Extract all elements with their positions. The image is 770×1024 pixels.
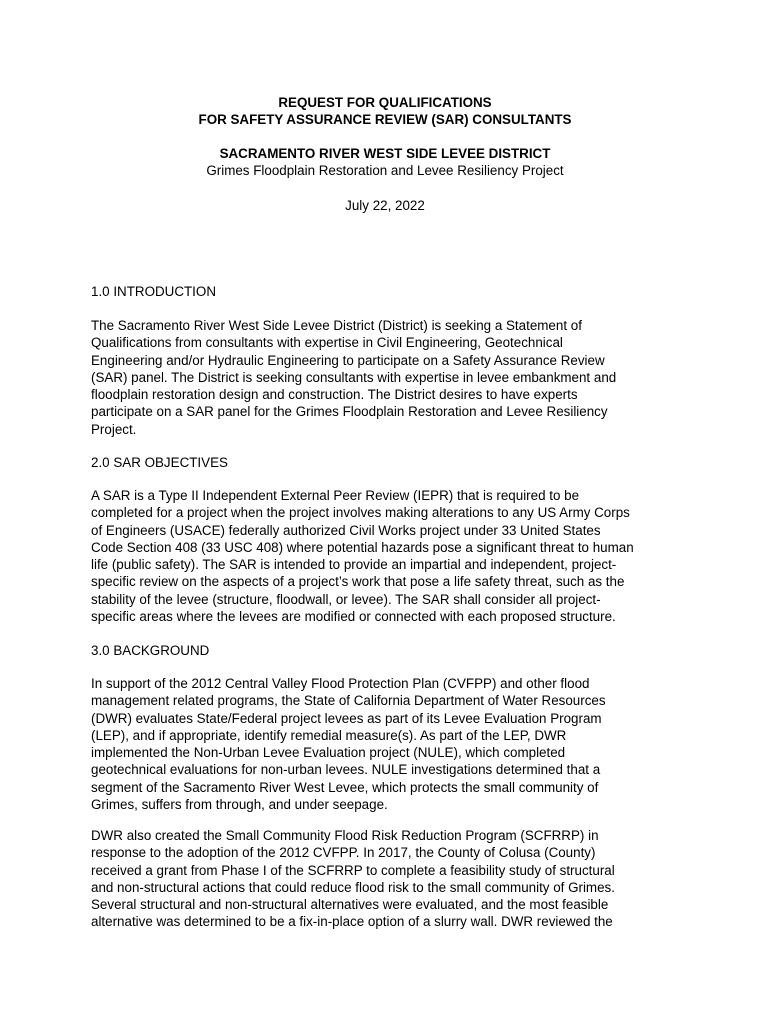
- text-line: Project.: [91, 421, 137, 437]
- text-line: A SAR is a Type II Independent External Peer Review (IEPR) that is required to be: [91, 488, 580, 503]
- text-line: and non-structural actions that could reduce flood risk to the small community of Grimes.: [91, 879, 615, 895]
- title-line-2: FOR SAFETY ASSURANCE REVIEW (SAR) CONSULTANTS: [198, 112, 572, 127]
- text-line: Code Section 408 (33 USC 408) where potential hazards pose a significant threat to human: [91, 539, 634, 555]
- project-name: Grimes Floodplain Restoration and Levee Resiliency Project: [206, 163, 564, 178]
- text-line: management related programs, the State of California Department of Water Resources: [91, 693, 606, 709]
- text-line: Engineering and/or Hydraulic Engineering to participate on a Safety Assurance Review: [91, 352, 605, 368]
- paragraph-background-2: [91, 827, 691, 931]
- section-heading-background: 3.0 BACKGROUND: [91, 643, 210, 658]
- text-line: (DWR) evaluates State/Federal project levees as part of its Levee Evaluation Program: [91, 710, 602, 726]
- paragraph-background-1: [91, 675, 691, 813]
- paragraph-introduction: [91, 317, 691, 438]
- text-line: (SAR) panel. The District is seeking consultants with expertise in levee embankment and: [91, 369, 617, 385]
- title-line-1: REQUEST FOR QUALIFICATIONS: [278, 95, 492, 110]
- text-line: participate on a SAR panel for the Grimes Floodplain Restoration and Levee Resiliency: [91, 404, 608, 420]
- text-line: (LEP), and if appropriate, identify remedial measure(s). As part of the LEP, DWR: [91, 727, 567, 743]
- text-line: specific review on the aspects of a project’s work that pose a life safety threat, such as the: [91, 574, 625, 590]
- text-line: geotechnical evaluations for non-urban levees. NULE investigations determined that a: [91, 762, 601, 778]
- text-line: specific areas where the levees are modified or connected with each proposed structure.: [91, 609, 616, 625]
- text-line: DWR also created the Small Community Flood Risk Reduction Program (SCFRRP) in: [91, 828, 599, 843]
- text-line: completed for a project when the project involves making alterations to any US Army Corps: [91, 505, 630, 521]
- text-line: segment of the Sacramento River West Levee, which protects the small community of: [91, 779, 599, 795]
- text-line: The Sacramento River West Side Levee District (District) is seeking a Statement of: [91, 318, 582, 333]
- text-line: response to the adoption of the 2012 CVFPP. In 2017, the County of Colusa (County): [91, 845, 596, 861]
- section-heading-sar-objectives: 2.0 SAR OBJECTIVES: [91, 455, 228, 470]
- document-date: July 22, 2022: [345, 198, 425, 213]
- text-line: stability of the levee (structure, floodwall, or levee). The SAR shall consider all project-: [91, 591, 601, 607]
- text-line: Grimes, suffers from through, and under seepage.: [91, 797, 388, 813]
- text-line: In support of the 2012 Central Valley Flood Protection Plan (CVFPP) and other flood: [91, 676, 590, 691]
- text-line: floodplain restoration design and construction. The District desires to have experts: [91, 387, 578, 403]
- section-heading-introduction: 1.0 INTRODUCTION: [91, 284, 216, 299]
- text-line: Several structural and non-structural alternatives were evaluated, and the most feasible: [91, 897, 609, 913]
- district-name: SACRAMENTO RIVER WEST SIDE LEVEE DISTRICT: [219, 146, 551, 161]
- text-line: of Engineers (USACE) federally authorized Civil Works project under 33 United States: [91, 522, 601, 538]
- text-line: received a grant from Phase I of the SCFRRP to complete a feasibility study of structural: [91, 862, 615, 878]
- text-line: implemented the Non-Urban Levee Evaluation project (NULE), which completed: [91, 745, 566, 761]
- text-line: life (public safety). The SAR is intended to provide an impartial and independent, project-: [91, 557, 617, 573]
- text-line: Qualifications from consultants with expertise in Civil Engineering, Geotechnical: [91, 335, 563, 351]
- text-line: alternative was determined to be a fix-in-place option of a slurry wall. DWR reviewed the: [91, 914, 613, 930]
- paragraph-sar-objectives: [91, 487, 691, 625]
